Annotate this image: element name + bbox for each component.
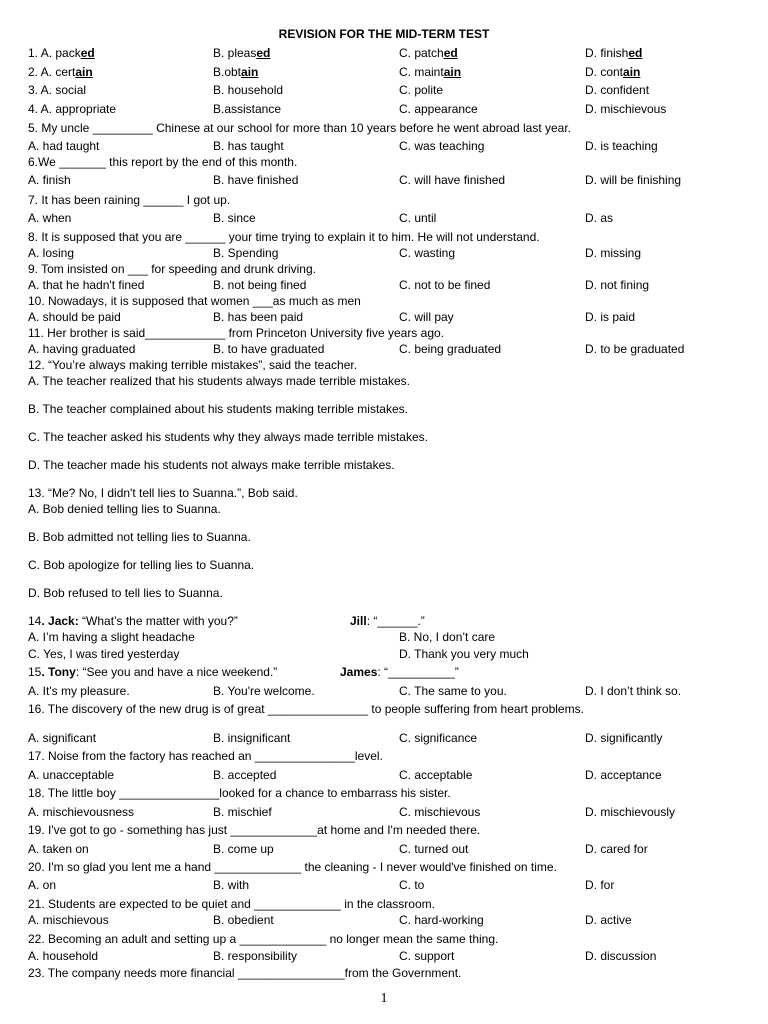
q7-option-d: D. as: [585, 211, 614, 225]
q4-option-b: B.assistance: [213, 102, 282, 116]
q20-option-d: D. for: [585, 878, 615, 892]
q16-question: 16. The discovery of the new drug is of great _______________ to people suffering from heart problems.: [28, 702, 584, 716]
q17-option-d: D. acceptance: [585, 768, 662, 782]
q20-option-a: A. on: [28, 878, 57, 892]
q15-option-a: A. It's my pleasure.: [28, 684, 130, 698]
q17-option-b: B. accepted: [213, 768, 277, 782]
q6-option-b: B. have finished: [213, 173, 299, 187]
q11-option-b: B. to have graduated: [213, 342, 325, 356]
q15-option-b: B. You're welcome.: [213, 684, 315, 698]
page-number: 1: [380, 991, 388, 1006]
q22-option-a: A. household: [28, 949, 99, 963]
q10-option-a: A. should be paid: [28, 310, 121, 324]
q5-option-c: C. was teaching: [399, 139, 485, 153]
q11-question: 11. Her brother is said____________ from Princeton University five years ago.: [28, 326, 444, 340]
q8-option-d: D. missing: [585, 246, 642, 260]
q3-option-c: C. polite: [399, 83, 444, 97]
q19-option-a: A. taken on: [28, 842, 89, 856]
q2-option-b: B.obtain: [213, 65, 259, 79]
q18-option-c: C. mischievous: [399, 805, 481, 819]
q21-option-b: B. obedient: [213, 913, 274, 927]
q15-dialogue-line1: 15. Tony: “See you and have a nice weekend.”: [28, 665, 278, 679]
q3-option-b: B. household: [213, 83, 284, 97]
q8-option-a: A. losing: [28, 246, 75, 260]
q3-option-a: 3. A. social: [28, 83, 87, 97]
q20-option-b: B. with: [213, 878, 250, 892]
q19-option-b: B. come up: [213, 842, 274, 856]
q14-dialogue-line2: Jill: “______.”: [350, 614, 425, 628]
q17-option-c: C. acceptable: [399, 768, 473, 782]
q22-option-b: B. responsibility: [213, 949, 298, 963]
q10-option-d: D. is paid: [585, 310, 636, 324]
q12-option-a: A. The teacher realized that his students always made terrible mistakes.: [28, 374, 410, 388]
q13-option-a: A. Bob denied telling lies to Suanna.: [28, 502, 221, 516]
page-title: REVISION FOR THE MID-TERM TEST: [278, 27, 490, 41]
q12-option-b: B. The teacher complained about his students making terrible mistakes.: [28, 402, 408, 416]
q14-option-b: B. No, I don’t care: [399, 630, 496, 644]
q21-question: 21. Students are expected to be quiet and _____________ in the classroom.: [28, 897, 435, 911]
q14-option-a: A. I’m having a slight headache: [28, 630, 195, 644]
q20-option-c: C. to: [399, 878, 425, 892]
q21-option-c: C. hard-working: [399, 913, 484, 927]
q7-option-b: B. since: [213, 211, 256, 225]
q13-option-b: B. Bob admitted not telling lies to Suanna.: [28, 530, 251, 544]
q2-option-a: 2. A. certain: [28, 65, 93, 79]
q4-option-c: C. appearance: [399, 102, 478, 116]
q5-option-b: B. has taught: [213, 139, 284, 153]
q1-option-d: D. finished: [585, 46, 643, 60]
q21-option-d: D. active: [585, 913, 632, 927]
q2-option-d: D. contain: [585, 65, 641, 79]
q22-question: 22. Becoming an adult and setting up a _____________ no longer mean the same thing.: [28, 932, 499, 946]
q18-option-a: A. mischievousness: [28, 805, 135, 819]
q14-dialogue-line1: 14. Jack: “What’s the matter with you?”: [28, 614, 238, 628]
q4-option-d: D. mischievous: [585, 102, 667, 116]
q16-option-a: A. significant: [28, 731, 97, 745]
q12-option-d: D. The teacher made his students not always make terrible mistakes.: [28, 458, 395, 472]
q20-question: 20. I'm so glad you lent me a hand _____________ the cleaning - I never would've finished on time.: [28, 860, 557, 874]
q12-question: 12. “You’re always making terrible mistakes”, said the teacher.: [28, 358, 358, 372]
q13-question: 13. “Me? No, I didn't tell lies to Suanna.”, Bob said.: [28, 486, 298, 500]
q14-option-d: D. Thank you very much: [399, 647, 529, 661]
q6-question: 6.We _______ this report by the end of this month.: [28, 155, 298, 169]
q14-option-c: C. Yes, I was tired yesterday: [28, 647, 180, 661]
q11-option-a: A. having graduated: [28, 342, 136, 356]
q6-option-d: D. will be finishing: [585, 173, 682, 187]
q6-option-c: C. will have finished: [399, 173, 506, 187]
q9-option-a: A. that he hadn't fined: [28, 278, 145, 292]
q2-option-c: C. maintain: [399, 65, 462, 79]
q10-option-c: C. will pay: [399, 310, 454, 324]
q9-option-c: C. not to be fined: [399, 278, 491, 292]
q19-option-c: C. turned out: [399, 842, 469, 856]
q7-option-a: A. when: [28, 211, 72, 225]
q18-question: 18. The little boy _______________looked for a chance to embarrass his sister.: [28, 786, 451, 800]
q8-question: 8. It is supposed that you are ______ your time trying to explain it to him. He will not understand.: [28, 230, 540, 244]
q16-option-b: B. insignificant: [213, 731, 291, 745]
q10-option-b: B. has been paid: [213, 310, 304, 324]
q21-option-a: A. mischievous: [28, 913, 109, 927]
q8-option-c: C. wasting: [399, 246, 456, 260]
q9-option-d: D. not fining: [585, 278, 650, 292]
q7-question: 7. It has been raining ______ I got up.: [28, 193, 231, 207]
q18-option-b: B. mischief: [213, 805, 272, 819]
q1-option-a: 1. A. packed: [28, 46, 95, 60]
q9-question: 9. Tom insisted on ___ for speeding and drunk driving.: [28, 262, 316, 276]
q22-option-c: C. support: [399, 949, 455, 963]
q11-option-c: C. being graduated: [399, 342, 502, 356]
q12-option-c: C. The teacher asked his students why they always made terrible mistakes.: [28, 430, 428, 444]
q17-option-a: A. unacceptable: [28, 768, 115, 782]
q15-option-c: C. The same to you.: [399, 684, 507, 698]
q16-option-d: D. significantly: [585, 731, 663, 745]
q1-option-b: B. pleased: [213, 46, 271, 60]
q5-option-d: D. is teaching: [585, 139, 658, 153]
q8-option-b: B. Spending: [213, 246, 279, 260]
q15-dialogue-line2: James: “__________”: [340, 665, 459, 679]
q13-option-d: D. Bob refused to tell lies to Suanna.: [28, 586, 223, 600]
q16-option-c: C. significance: [399, 731, 478, 745]
q4-option-a: 4. A. appropriate: [28, 102, 117, 116]
q9-option-b: B. not being fined: [213, 278, 307, 292]
q1-option-c: C. patched: [399, 46, 458, 60]
q10-question: 10. Nowadays, it is supposed that women ___as much as men: [28, 294, 361, 308]
q13-option-c: C. Bob apologize for telling lies to Suanna.: [28, 558, 255, 572]
q7-option-c: C. until: [399, 211, 437, 225]
q5-question: 5. My uncle _________ Chinese at our school for more than 10 years before he went abroad last year.: [28, 121, 571, 135]
q19-question: 19. I've got to go - something has just _____________at home and I'm needed there.: [28, 823, 481, 837]
q22-option-d: D. discussion: [585, 949, 657, 963]
q3-option-d: D. confident: [585, 83, 650, 97]
q18-option-d: D. mischievously: [585, 805, 676, 819]
q17-question: 17. Noise from the factory has reached an _______________level.: [28, 749, 383, 763]
q19-option-d: D. cared for: [585, 842, 648, 856]
q5-option-a: A. had taught: [28, 139, 100, 153]
q15-option-d: D. I don’t think so.: [585, 684, 682, 698]
q11-option-d: D. to be graduated: [585, 342, 685, 356]
q6-option-a: A. finish: [28, 173, 71, 187]
q23-question: 23. The company needs more financial ________________from the Government.: [28, 966, 462, 980]
